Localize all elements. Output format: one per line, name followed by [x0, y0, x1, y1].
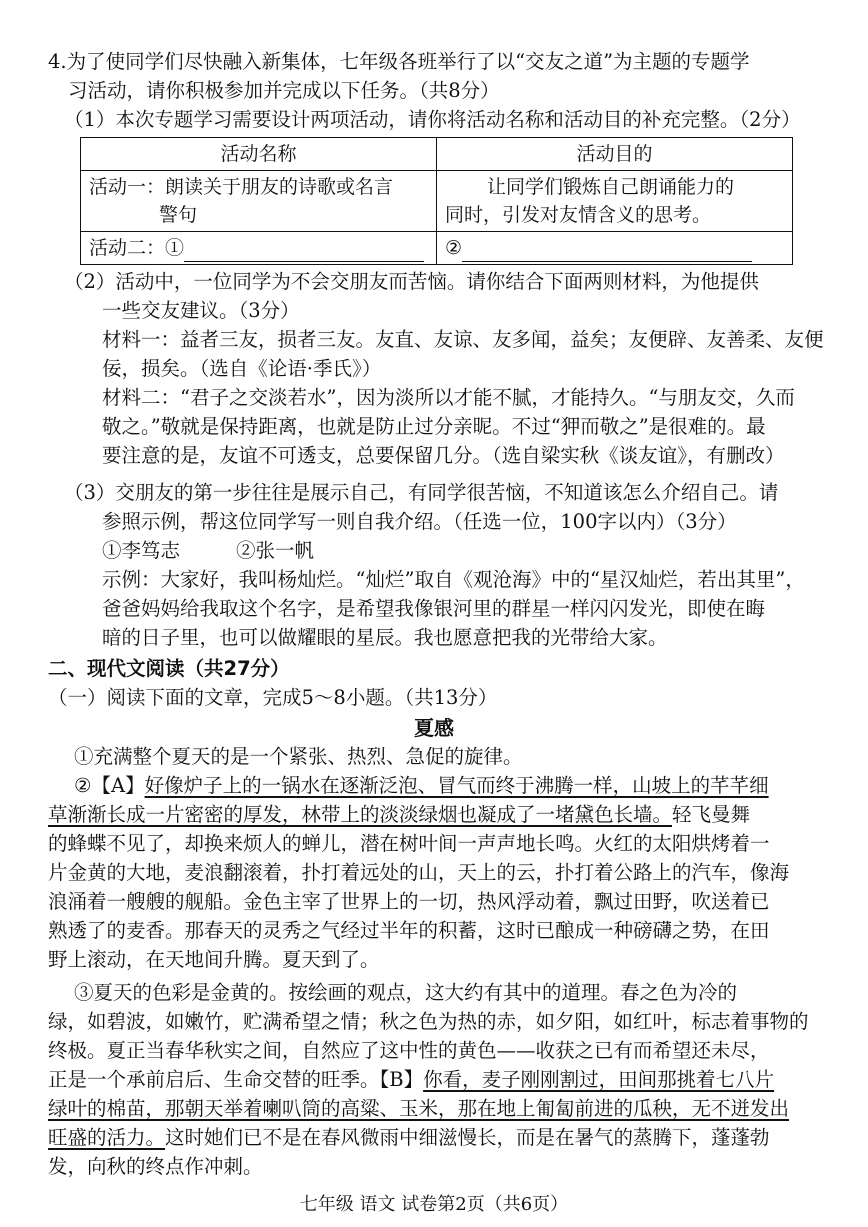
paragraph-2-line7: 野上滚动，在天地间升腾。夏天到了。: [48, 948, 380, 971]
paragraph-3-line4: [48, 1066, 774, 1094]
activity2-goal-blank[interactable]: [462, 241, 752, 262]
q4-stem-line2: 习活动，请你积极参加并完成以下任务。（共8分）: [68, 79, 500, 102]
article-title: 夏感: [414, 716, 454, 740]
activity2-name-label: 活动二：①: [89, 237, 185, 259]
paragraph-3-line2: 绿，如碧波，如嫩竹，贮满希望之情；秋之色为热的赤，如夕阳，如红叶，标志着事物的: [48, 1010, 809, 1033]
paragraph-3-line7: 发，向秋的终点作冲刺。: [48, 1155, 263, 1178]
material2-line1: 材料二：“君子之交淡若水”，因为淡所以才能不腻，才能持久。“与朋友交，久而: [102, 386, 795, 409]
activity2-name-blank[interactable]: [184, 241, 424, 262]
activity-table: [80, 137, 793, 265]
activity2-name: [81, 232, 437, 265]
underlined-sentence-b-end: 旺盛的活力。: [48, 1126, 166, 1149]
activity1-name-line2: 警句: [159, 204, 198, 226]
activity1-goal-line1: 让同学们锻炼自己朗诵能力的: [487, 176, 735, 198]
q4-part2-line2: 一些交友建议。（3分）: [102, 299, 300, 322]
q4-part3-line1: （3）交朋友的第一步往往是展示自己，有同学很苦恼，不知道该怎么介绍自己。请: [64, 481, 779, 504]
paragraph-3-line6: [48, 1124, 770, 1152]
q4-part3-line2: 参照示例，帮这位同学写一则自我介绍。（任选一位，100字以内）（3分）: [102, 510, 737, 533]
material2-line2: 敬之。”敬就是保持距离，也就是防止过分亲昵。不过“狎而敬之”是很难的。最: [102, 415, 766, 438]
paragraph-2-line3: 的蜂蝶不见了，却换来烦人的蝉儿，潜在树叶间一声声地长鸣。火红的太阳烘烤着一: [48, 832, 770, 855]
reading-instruction: （一）阅读下面的文章，完成5～8小题。（共13分）: [48, 686, 498, 709]
material2-line3: 要注意的是，友谊不可透支，总要保留几分。（选自梁实秋《谈友谊》，有删改）: [102, 444, 785, 467]
paragraph-2-line1: [74, 772, 769, 800]
paragraph-1: ①充满整个夏天的是一个紧张、热烈、急促的旋律。: [74, 745, 523, 768]
paragraph-3-line3: 终极。夏正当春华秋实之间，自然应了这中性的黄色——收获之已有而希望还未尽，: [48, 1039, 770, 1062]
material1-line2: 佞，损矣。（选自《论语·季氏》）: [102, 357, 382, 380]
material1-line1: 材料一：益者三友，损者三友。友直、友谅、友多闻，益矣；友便辟、友善柔、友便: [102, 328, 824, 351]
underlined-sentence-a: 好像炉子上的一锅水在逐渐泛泡、冒气而终于沸腾一样，山坡上的芊芊细: [144, 774, 769, 797]
underlined-sentence-b: 你看，麦子刚刚割过，田间那挑着七八片: [423, 1068, 775, 1091]
paragraph-2-text: 轻飞曼舞: [672, 803, 751, 826]
q4-part2-line1: （2）活动中，一位同学为不会交朋友而苦恼。请你结合下面两则材料，为他提供: [64, 270, 759, 293]
activity1-name-line1: 活动一：朗读关于朋友的诗歌或名言: [89, 176, 394, 198]
paragraph-3-text-2: 这时她们已不是在春风微雨中细滋慢长，而是在暑气的蒸腾下，蓬蓬勃: [165, 1126, 770, 1149]
paragraph-2-line5: 浪涌着一艘艘的舰船。金色主宰了世界上的一切，热风浮动着，飘过田野，吹送着已: [48, 890, 770, 913]
underlined-sentence-a-cont: 草渐渐长成一片密密的厚发，林带上的淡淡绿烟也凝成了一堵黛色长墙。: [48, 803, 673, 826]
example-line2: 爸爸妈妈给我取这个名字，是希望我像银河里的群星一样闪闪发光，即使在晦: [102, 597, 766, 620]
table-header-name: 活动名称: [81, 138, 437, 171]
example-line3: 暗的日子里，也可以做耀眼的星辰。我也愿意把我的光带给大家。: [102, 626, 668, 649]
activity2-goal-label: ②: [445, 237, 463, 259]
activity2-goal: [437, 232, 793, 265]
paragraph-2-line4: 片金黄的大地，麦浪翻滚着，扑打着远处的山，天上的云，扑打着公路上的汽车，像海: [48, 861, 790, 884]
marker-a: ②【A】: [74, 774, 145, 797]
table-header-goal: 活动目的: [437, 138, 793, 171]
activity1-goal-line2: 同时，引发对友情含义的思考。: [445, 204, 712, 226]
q4-part1: （1）本次专题学习需要设计两项活动，请你将活动名称和活动目的补充完整。（2分）: [64, 108, 801, 131]
underlined-sentence-b-cont: 绿叶的棉苗，那朝天举着喇叭筒的高粱、玉米，那在地上匍匐前进的瓜秧，无不迸发出: [48, 1097, 790, 1120]
paragraph-2-line2: [48, 801, 750, 829]
paragraph-3-text: 正是一个承前启后、生命交替的旺季。【B】: [48, 1068, 424, 1091]
activity1-name: [81, 171, 437, 232]
paragraph-2-line6: 熟透了的麦香。那春天的灵秀之气经过半年的积蓄，这时已酿成一种磅礴之势，在田: [48, 919, 770, 942]
q4-stem-line1: 4.为了使同学们尽快融入新集体，七年级各班举行了以“交友之道”为主题的专题学: [48, 50, 750, 73]
option-1: ①李笃志: [102, 539, 181, 562]
section-heading: 二、现代文阅读（共27分）: [48, 657, 290, 680]
option-2: ②张一帆: [236, 539, 315, 562]
activity1-goal: [437, 171, 793, 232]
example-line1: 示例：大家好，我叫杨灿烂。“灿烂”取自《观沧海》中的“星汉灿烂，若出其里”，: [102, 568, 805, 591]
paragraph-3-line1: ③夏天的色彩是金黄的。按绘画的观点，这大约有其中的道理。春之色为冷的: [74, 981, 738, 1004]
paragraph-3-line5: [48, 1095, 789, 1123]
page-footer: 七年级 语文 试卷第2页（共6页）: [299, 1194, 569, 1215]
